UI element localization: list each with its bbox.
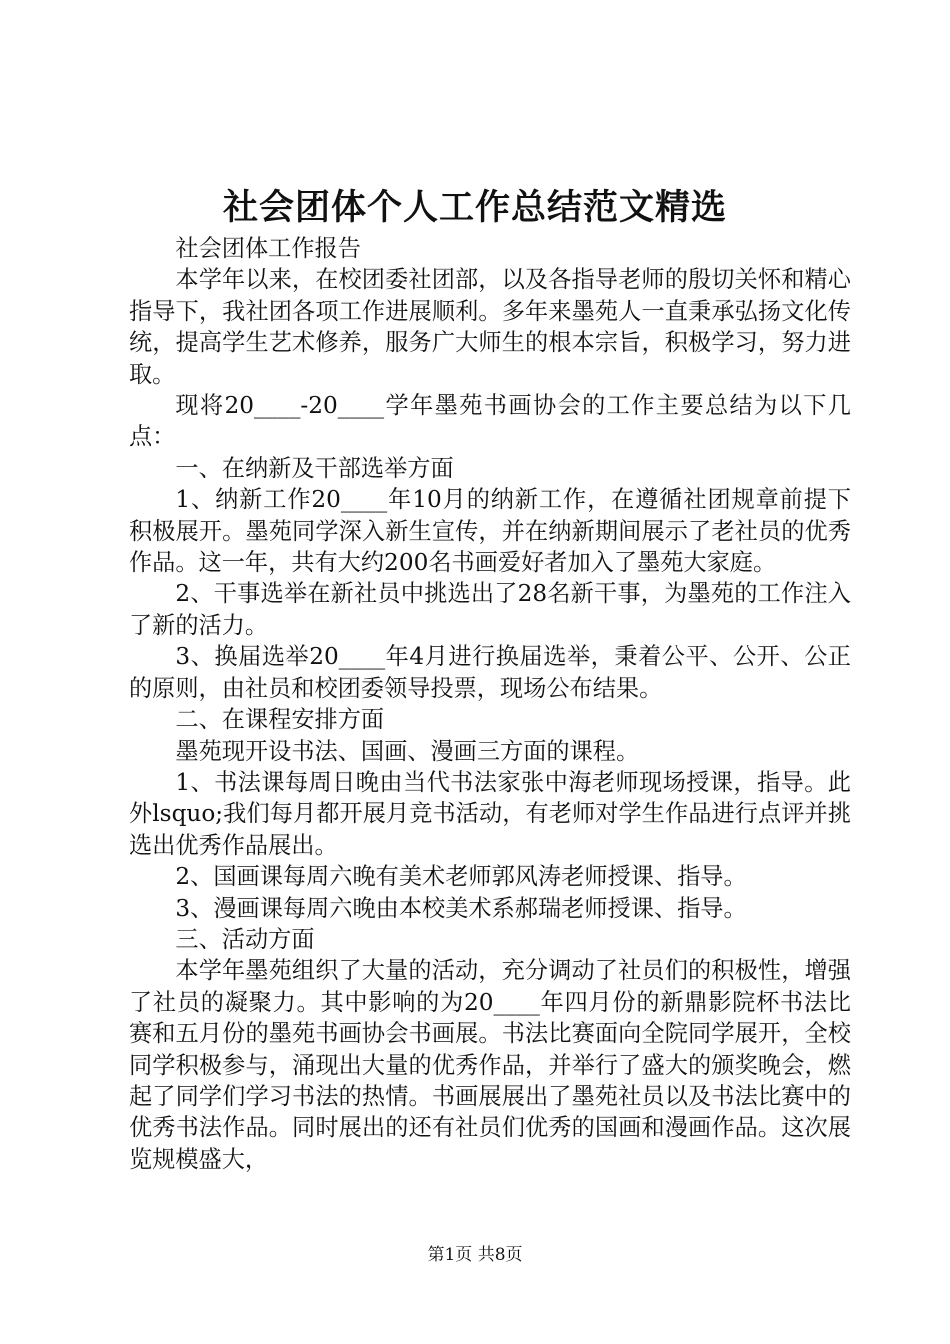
paragraph-election: 3、换届选举20____年4月进行换届选举，秉着公平、公开、公正的原则，由社员和校团委领导投票，现场公布结果。 bbox=[129, 643, 851, 702]
paragraph-intro: 本学年以来，在校团委社团部，以及各指导老师的殷切关怀和精心指导下，我社团各项工作进展顺利。多年来墨苑人一直秉承弘扬文化传统，提高学生艺术修养，服务广大师生的根本宗旨，积极学习，努力进取。 bbox=[129, 266, 851, 388]
paragraph-courses-overview: 墨苑现开设书法、国画、漫画三方面的课程。 bbox=[175, 737, 640, 765]
paragraph-report-heading: 社会团体工作报告 bbox=[175, 235, 361, 262]
section-heading-recruitment: 一、在纳新及干部选举方面 bbox=[175, 454, 454, 482]
paragraph-painting-course: 2、国画课每周六晚有美术老师郭风涛老师授课、指导。 bbox=[175, 863, 747, 891]
paragraph-comics-course: 3、漫画课每周六晚由本校美术系郝瑞老师授课、指导。 bbox=[175, 894, 747, 922]
paragraph-recruitment: 1、纳新工作20____年10月的纳新工作，在遵循社团规章前提下积极展开。墨苑同学深入新生宣传，并在纳新期间展示了老社员的优秀作品。这一年，共有大约200名书画爱好者加入了墨苑大家庭。 bbox=[129, 486, 851, 577]
paragraph-officer-selection: 2、干事选举在新社员中挑选出了28名新干事，为墨苑的工作注入了新的活力。 bbox=[129, 580, 851, 639]
section-heading-courses: 二、在课程安排方面 bbox=[175, 706, 385, 734]
paragraph-summary-lead: 现将20____-20____学年墨苑书画协会的工作主要总结为以下几点： bbox=[129, 392, 851, 451]
paragraph-activities: 本学年墨苑组织了大量的活动，充分调动了社员们的积极性，增强了社员的凝聚力。其中影响的为20____年四月份的新鼎影院杯书法比赛和五月份的墨苑书画协会书画展。书法比赛面向全院同学展开，全校同学积极参与，涌现出大量的优秀作品，并举行了盛大的颁奖晚会，燃起了同学们学习书法的热情。书画展展出了墨苑社员以及书法比赛中的优秀书法作品。同时展出的还有社员们优秀的国画和漫画作品。这次展览规模盛大， bbox=[129, 957, 851, 1173]
section-heading-activities: 三、活动方面 bbox=[175, 925, 315, 953]
document-body bbox=[129, 233, 851, 1175]
page-number-footer: 第1页 共8页 bbox=[427, 1245, 523, 1265]
document-title: 社会团体个人工作总结范文精选 bbox=[222, 187, 727, 228]
paragraph-calligraphy-course: 1、书法课每周日晚由当代书法家张中海老师现场授课，指导。此外lsquo;我们每月都开展月竞书活动，有老师对学生作品进行点评并挑选出优秀作品展出。 bbox=[129, 768, 851, 859]
